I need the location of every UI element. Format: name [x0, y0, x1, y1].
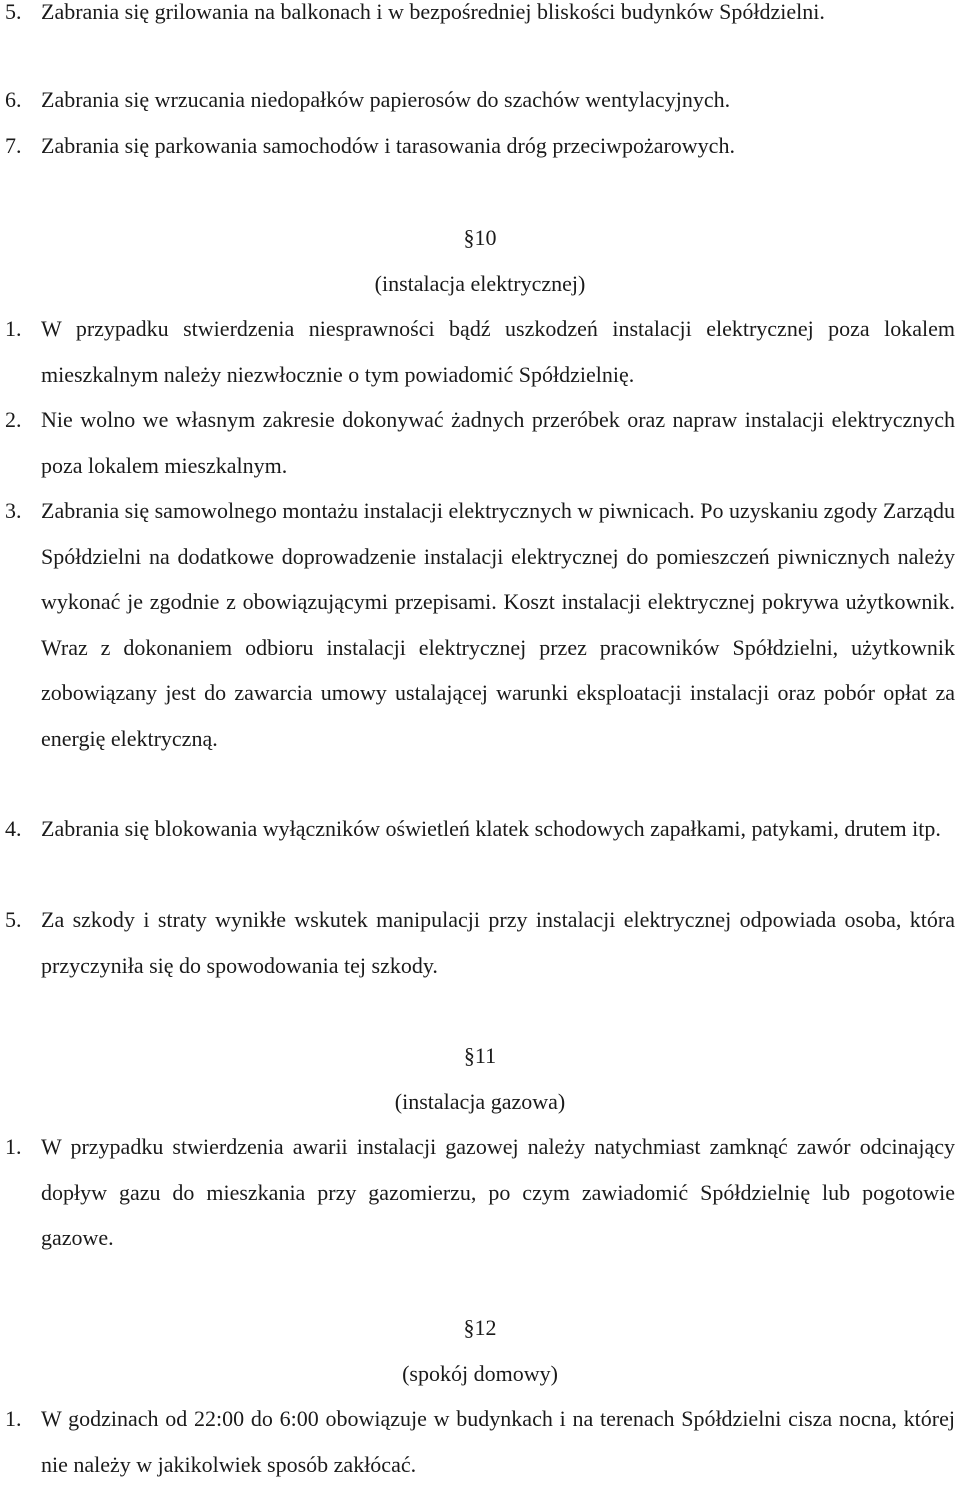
- item-text: W przypadku stwierdzenia niesprawności bądź uszkodzeń instalacji elektrycznej poza lokalem mieszkalnym należy niezwłocznie o tym powiadomić Spółdzielnię.: [41, 316, 955, 387]
- item-number: 4.: [5, 816, 22, 841]
- section-subtitle: (instalacja elektrycznej): [374, 270, 586, 296]
- item-number: 7.: [5, 133, 22, 158]
- item-number: 5.: [5, 0, 22, 24]
- item-number: 6.: [5, 87, 22, 112]
- list-item: [5, 1396, 955, 1487]
- item-number: 1.: [5, 1406, 22, 1431]
- item-number: 5.: [5, 907, 22, 932]
- list-item: [5, 397, 955, 488]
- section-sign: §11: [463, 1043, 497, 1068]
- list-item: [5, 306, 955, 397]
- item-text: W przypadku stwierdzenia awarii instalacji gazowej należy natychmiast zamknąć zawór odcinający dopływ gazu do mieszkania przy gazomierzu, po czym zawiadomić Spółdzielnię lub pogotowie gazowe.: [41, 1134, 955, 1251]
- item-text: Za szkody i straty wynikłe wskutek manipulacji przy instalacji elektrycznej odpowiada osoba, która przyczyniła się do spowodowania tej szkody.: [41, 907, 955, 978]
- list-item: [5, 806, 955, 852]
- section-heading: [0, 215, 960, 306]
- list-item: [5, 123, 955, 169]
- item-text: Nie wolno we własnym zakresie dokonywać żadnych przeróbek oraz napraw instalacji elektrycznych poza lokalem mieszkalnym.: [41, 407, 955, 478]
- list-item: [5, 897, 955, 988]
- section-subtitle: (instalacja gazowa): [394, 1088, 566, 1114]
- item-number: 1.: [5, 316, 22, 341]
- section-heading: [0, 1305, 960, 1396]
- item-number: 2.: [5, 407, 22, 432]
- section-sign: §12: [463, 1315, 497, 1340]
- item-number: 3.: [5, 498, 22, 523]
- item-number: 1.: [5, 1134, 22, 1159]
- section-sign: §10: [463, 225, 497, 250]
- section-heading: [0, 1033, 960, 1124]
- list-item: [5, 488, 955, 762]
- item-text: Zabrania się wrzucania niedopałków papierosów do szachów wentylacyjnych.: [41, 87, 731, 112]
- section-subtitle: (spokój domowy): [402, 1360, 558, 1386]
- item-text: W godzinach od 22:00 do 6:00 obowiązuje w budynkach i na terenach Spółdzielni cisza nocna, której nie należy w jakikolwiek sposób zakłócać.: [41, 1406, 955, 1477]
- item-text: Zabrania się samowolnego montażu instalacji elektrycznych w piwnicach. Po uzyskaniu zgody Zarządu Spółdzielni na dodatkowe doprowadzenie instalacji elektrycznej do pomieszczeń piwnicznych należy wykonać je zgodnie z obowiązującymi przepisami. Koszt instalacji elektrycznej pokrywa użytkownik. Wraz z dokonaniem odbioru instalacji elektrycznej przez pracowników Spółdzielni, użytkownik zobowiązany jest do zawarcia umowy ustalającej warunki eksploatacji instalacji oraz pobór opłat za energię elektryczną.: [41, 498, 955, 751]
- item-text: Zabrania się parkowania samochodów i tarasowania dróg przeciwpożarowych.: [41, 133, 735, 158]
- item-text: Zabrania się grilowania na balkonach i w bezpośredniej bliskości budynków Spółdzielni.: [41, 0, 825, 24]
- list-item: [5, 1124, 955, 1261]
- list-item: [5, 77, 955, 123]
- item-text: Zabrania się blokowania wyłączników oświetleń klatek schodowych zapałkami, patykami, drutem itp.: [41, 816, 941, 841]
- list-item: [5, 0, 955, 35]
